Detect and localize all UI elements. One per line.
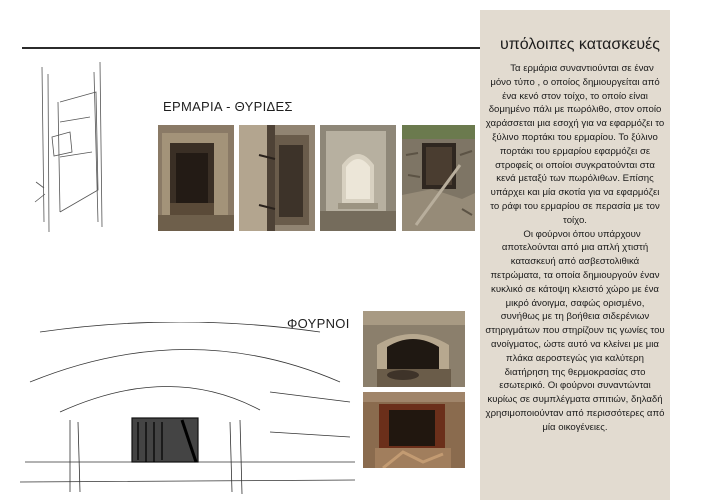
cabinet-photo-3 <box>320 125 396 231</box>
header-rule <box>22 47 497 49</box>
cabinet-photo-2 <box>239 125 315 231</box>
ovens-label: ΦΟΥΡΝΟΙ <box>287 316 350 331</box>
body-text <box>485 62 665 435</box>
paragraph-cabinets: Τα ερμάρια συναντιούνται σε έναν μόνο τύπο , ο οποίος δημιουργείται από ένα κενό στον τοίχο, το οποίο είναι δομημένο πάλι με πωρόλιθο, στον οποίο χαράσσεται μια εσοχή για να εφαρμόζει το ξύλινο πορτάκι του ερμαρίου. Το ξύλινο πορτάκι του ερμαρίου εφαρμόζει σε στροφείς οι οποίοι συγκρατούνται στα κενά μεταξύ των πωρόλιθων. Επίσης υπάρχει και μία σκοτία για να εφαρμόζει το ράφι του ερμαρίου σε περασία με τον τοίχο. <box>485 63 665 226</box>
section-title: υπόλοιπες κατασκευές <box>500 36 660 53</box>
paragraph-ovens: Οι φούρνοι όπου υπάρχουν αποτελούνται από μια απλή χτιστή κατασκευή από ασβεστολιθικά πετρώματα, τα οποία δημιουργούν έναν κυκλικό σε κάτοψη κλειστό χώρο με ένα μικρό άνοιγμα, σαφώς ορισμένο, συνήθως με τη βοήθεια σιδερένιων στηριγμάτων που στηρίζουν τις γωνίες του ανοίγματος, ώστε αυτό να κλείνει με μια πλάκα αεροστεγώς για καλύτερη διατήρηση της θερμοκρασίας στο εσωτερικό. Οι φούρνοι συναντώνται κυρίως σε συμπλέγματα σπιτιών, δηλαδή χρησιμοποιούνταν από περισσότερες από μία οικογένειες. <box>485 228 665 433</box>
cabinet-sketch <box>30 62 110 237</box>
cabinet-photo-4 <box>402 125 475 231</box>
oven-photo-2 <box>363 392 465 468</box>
oven-sketch <box>20 322 355 498</box>
oven-photo-1 <box>363 311 465 387</box>
cabinets-label: ΕΡΜΑΡΙΑ - ΘΥΡΙΔΕΣ <box>163 99 293 114</box>
cabinet-photo-1 <box>158 125 234 231</box>
